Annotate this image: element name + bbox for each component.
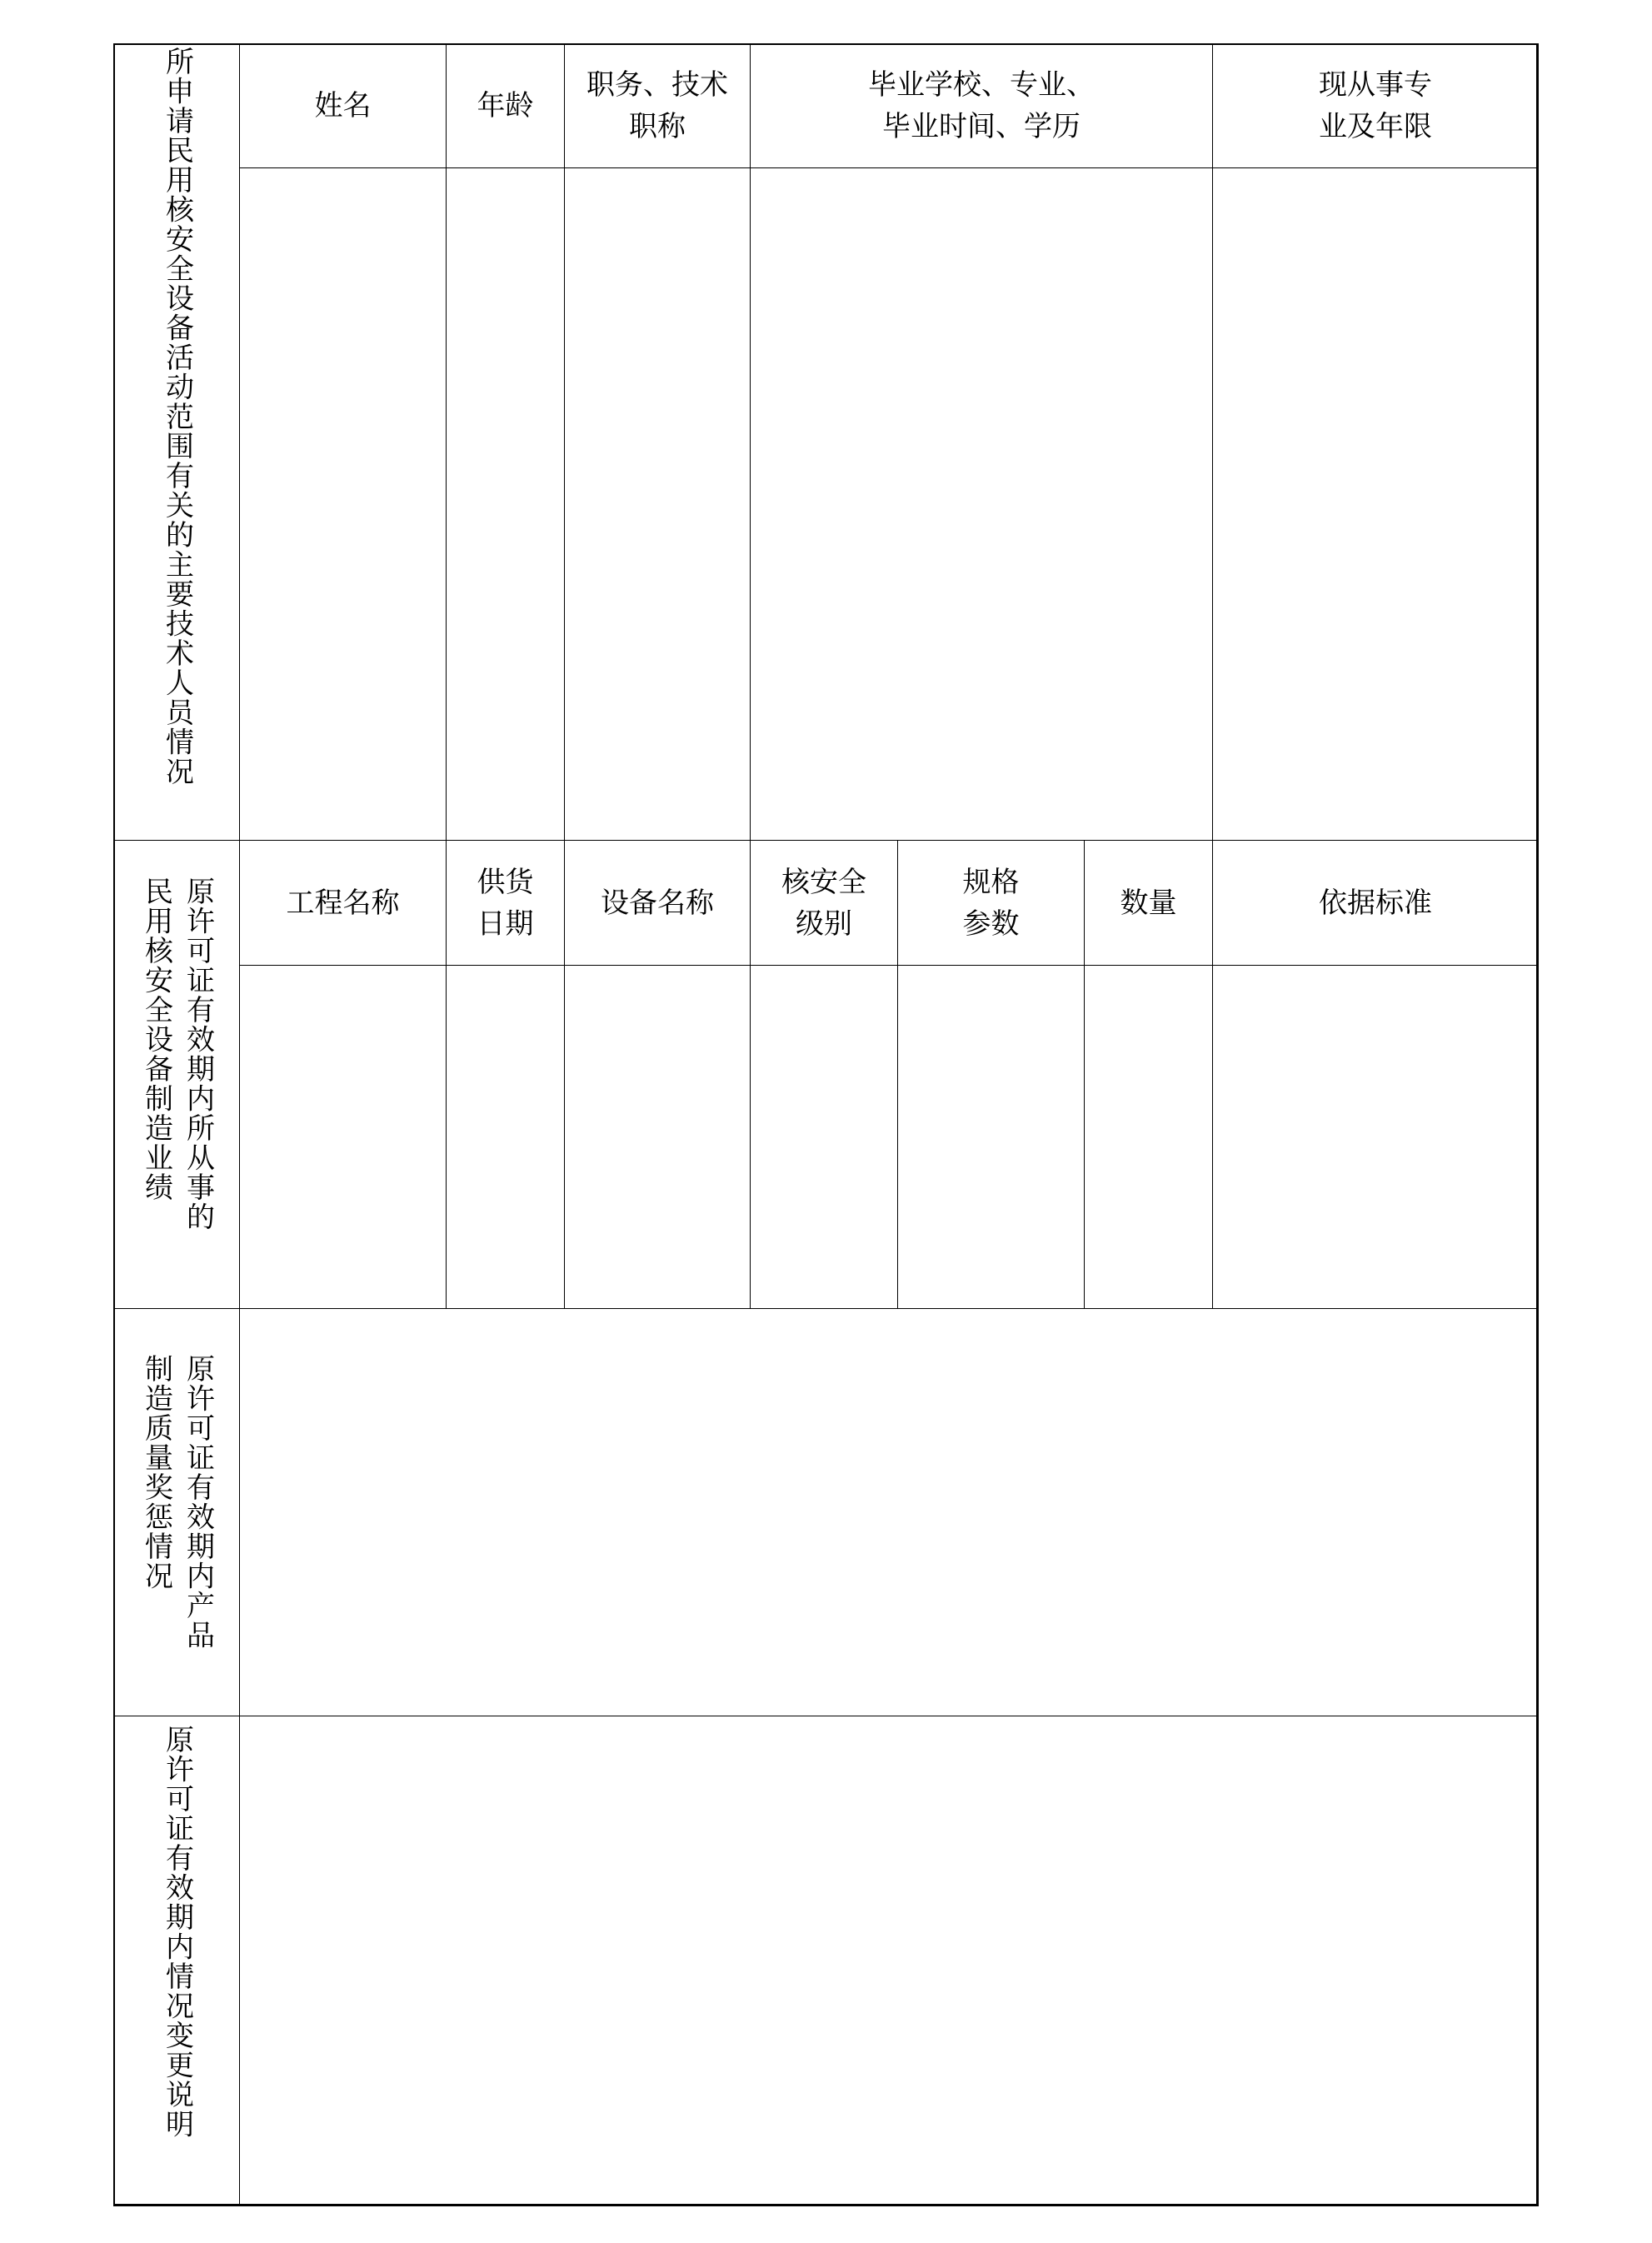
section-label-manufacturing-record — [115, 877, 239, 1306]
section-label-technical-staff — [115, 47, 239, 838]
record-quantity-field[interactable] — [1085, 966, 1212, 1308]
header-experience: 现从事专 业及年限 — [1319, 67, 1432, 143]
section-label-line: 原许可证有效期内所从事的 — [181, 877, 215, 1231]
section-label-line: 民用核安全设备制造业绩 — [139, 877, 173, 1202]
header-job-title: 职务、技术 职称 — [586, 67, 728, 143]
section-label-quality-awards — [115, 1354, 239, 1714]
staff-name-field[interactable] — [240, 168, 446, 840]
record-supply-date-field[interactable] — [447, 966, 564, 1308]
changes-description-field[interactable] — [240, 1716, 1538, 2205]
header-supply-date: 供货 日期 — [477, 865, 534, 941]
staff-experience-field[interactable] — [1213, 168, 1538, 840]
header-age: 年龄 — [477, 88, 534, 122]
header-equipment-name: 设备名称 — [601, 886, 714, 920]
header-safety-class: 核安全 级别 — [781, 865, 866, 941]
record-spec-field[interactable] — [898, 966, 1084, 1308]
staff-education-field[interactable] — [751, 168, 1212, 840]
section-label-line: 所申请民用核安全设备活动范围有关的主要技术人员情况 — [160, 47, 194, 787]
section-label-line: 原许可证有效期内产品 — [181, 1354, 215, 1650]
header-name: 姓名 — [314, 88, 372, 122]
header-standard: 依据标准 — [1319, 886, 1432, 920]
staff-age-field[interactable] — [447, 168, 564, 840]
record-equipment-field[interactable] — [565, 966, 750, 1308]
section-label-changes — [115, 1725, 239, 2205]
header-spec-parameters: 规格 参数 — [962, 865, 1020, 941]
record-safety-class-field[interactable] — [751, 966, 897, 1308]
record-project-field[interactable] — [240, 966, 446, 1308]
quality-awards-field[interactable] — [240, 1309, 1538, 1716]
header-project-name: 工程名称 — [286, 886, 400, 920]
staff-title-field[interactable] — [565, 168, 750, 840]
header-quantity: 数量 — [1120, 886, 1177, 920]
record-standard-field[interactable] — [1213, 966, 1538, 1308]
section-label-line: 制造质量奖惩情况 — [139, 1354, 173, 1591]
header-education: 毕业学校、专业、 毕业时间、学历 — [868, 67, 1095, 143]
section-label-line: 原许可证有效期内情况变更说明 — [160, 1725, 194, 2139]
